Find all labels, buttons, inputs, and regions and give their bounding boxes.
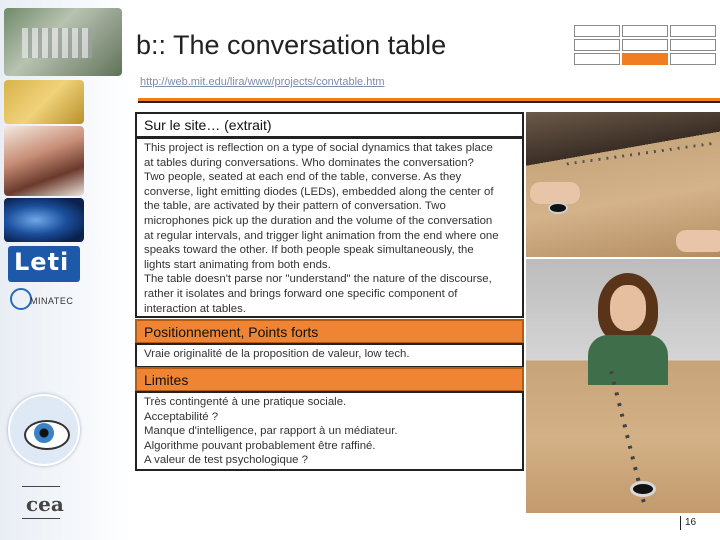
positionnement-heading: Positionnement, Points forts xyxy=(135,319,524,344)
cleanroom-photo xyxy=(4,80,84,124)
nav-cell[interactable] xyxy=(622,25,668,37)
nav-cell[interactable] xyxy=(670,25,716,37)
eye-logo-icon xyxy=(8,394,80,466)
cea-logo-rule xyxy=(22,486,60,487)
aerial-campus-photo xyxy=(4,8,122,76)
site-section-heading: Sur le site… (extrait) xyxy=(135,112,524,138)
positionnement-panel xyxy=(135,343,524,368)
cea-logo-rule xyxy=(22,518,60,519)
nav-cell[interactable] xyxy=(622,39,668,51)
cea-logo: cea xyxy=(26,492,64,516)
hand xyxy=(530,182,580,204)
source-link[interactable]: http://web.mit.edu/lira/www/projects/convtable.htm xyxy=(140,76,385,88)
person-face xyxy=(610,285,646,331)
nav-cell[interactable] xyxy=(670,39,716,51)
person-shirt xyxy=(588,335,668,385)
conversation-table-photo-bottom xyxy=(526,259,720,513)
site-section-panel xyxy=(135,137,524,318)
wafer-photo xyxy=(4,198,84,242)
page-title: b:: The conversation table xyxy=(136,30,447,60)
microphone-icon xyxy=(630,481,656,497)
lab-researcher-photo xyxy=(4,126,84,196)
page-number-rule xyxy=(680,516,681,530)
nav-cell-current[interactable] xyxy=(622,53,668,65)
positionnement-text: Vraie originalité de la proposition de valeur, low tech. xyxy=(144,348,410,360)
microphone-icon xyxy=(548,202,568,214)
nav-cell[interactable] xyxy=(574,39,620,51)
sidebar xyxy=(0,0,130,540)
title-divider-thin xyxy=(138,101,720,103)
limites-text: Très contingenté à une pratique sociale. Acceptabilité ? Manque d'intelligence, par rapport à un médiateur. Algorithme pouvant probablement être raffiné. A valeur de test psychologique ? xyxy=(144,396,398,467)
nav-cell[interactable] xyxy=(670,53,716,65)
slide-nav-grid xyxy=(574,25,718,67)
nav-cell[interactable] xyxy=(574,53,620,65)
minatec-logo: MINATEC xyxy=(30,296,74,306)
person xyxy=(588,273,668,383)
page-number: 16 xyxy=(685,517,697,528)
nav-cell[interactable] xyxy=(574,25,620,37)
minatec-logo-icon xyxy=(10,288,32,310)
site-section-text: This project is reflection on a type of social dynamics that takes place at tables during conversations. Who dominates the conversation? Two people, seated at each end of the table, converse. As they converse, light emitting diodes (LEDs), embedded along the center of the table, are activated by their pattern of conversation. Two microphones pick up the duration and the volume of the conversation at regular intervals, and trigger light animation from the end where one speaks toward the other. If both people speak simultaneously, the lights start animating from both ends. The table doesn't parse nor "understand" the nature of the discourse, rather it isolates and brings forward one specific component of interaction at tables. xyxy=(144,142,499,315)
limites-heading: Limites xyxy=(135,367,524,392)
leti-logo: Leti xyxy=(14,248,70,276)
conversation-table-photo-top xyxy=(526,112,720,257)
limites-panel xyxy=(135,391,524,471)
led-strip xyxy=(567,142,716,166)
hand xyxy=(676,230,720,252)
